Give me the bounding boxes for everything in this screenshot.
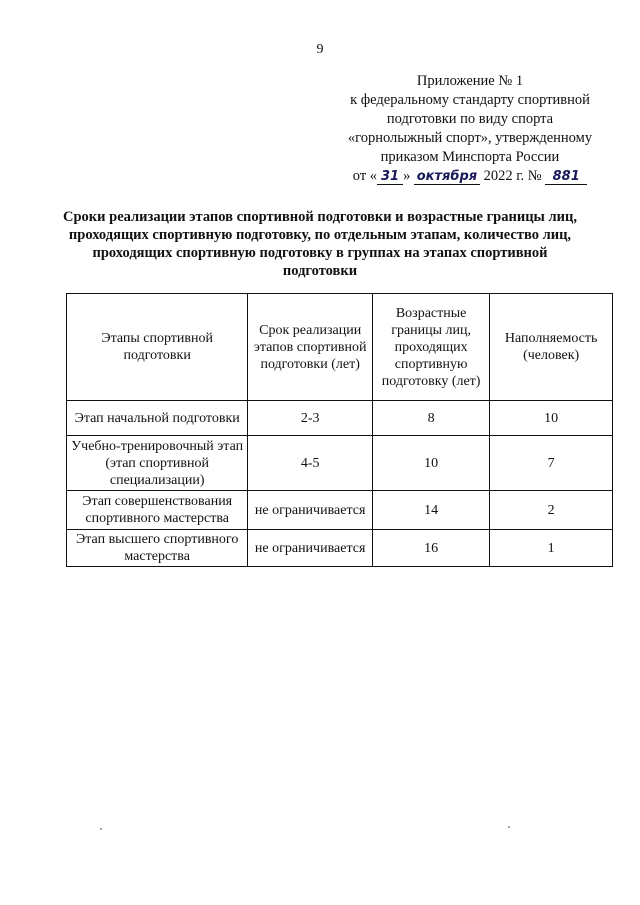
scan-artifact [100,828,102,830]
handwritten-order-number: 881 [545,169,587,185]
appendix-block [330,72,610,186]
table-row [67,401,613,436]
cell-duration: не ограничивается [248,491,373,530]
page-number: 9 [316,42,324,57]
cell-capacity: 1 [490,530,613,567]
table-row [67,436,613,491]
date-prefix: от « [352,168,378,184]
appendix-line-1: Приложение № 1 [416,73,524,89]
cell-age: 10 [372,436,489,491]
cell-duration: 4-5 [248,436,373,491]
appendix-line-3: подготовки по виду спорта [386,111,554,127]
appendix-date-line [330,167,610,186]
document-title: Сроки реализации этапов спортивной подготовки и возрастные границы лиц, проходящих спортивную подготовку, по отдельным этапам, количество лиц, проходящих спортивную подготовку в группах на этапах спортивной подготовки [63,209,577,279]
cell-age: 8 [372,401,489,436]
appendix-line-4: «горнолыжный спорт», утвержденному [347,130,593,146]
header-capacity: Наполняемость (человек) [490,294,613,401]
table-header-row [67,294,613,401]
cell-stage: Этап совершенствования спортивного мастерства [67,491,248,530]
cell-capacity: 10 [490,401,613,436]
cell-stage: Этап начальной подготовки [67,401,248,436]
cell-stage: Учебно-тренировочный этап (этап спортивной специализации) [67,436,248,491]
cell-stage: Этап высшего спортивного мастерства [67,530,248,567]
scan-artifact [508,826,510,828]
header-stage: Этапы спортивной подготовки [67,294,248,401]
stages-table [66,293,613,567]
cell-duration: не ограничивается [248,530,373,567]
cell-age: 16 [372,530,489,567]
header-duration: Срок реализации этапов спортивной подготовки (лет) [248,294,373,401]
appendix-line-5: приказом Минспорта России [380,149,560,165]
table-row [67,491,613,530]
appendix-line-2: к федеральному стандарту спортивной [350,92,590,108]
cell-age: 14 [372,491,489,530]
cell-capacity: 7 [490,436,613,491]
handwritten-day: 31 [377,169,403,185]
table-row [67,530,613,567]
header-age: Возрастные границы лиц, проходящих спортивную подготовку (лет) [372,294,489,401]
cell-duration: 2-3 [248,401,373,436]
handwritten-month: октября [414,169,480,185]
year-suffix: 2022 г. № [483,168,542,184]
cell-capacity: 2 [490,491,613,530]
date-mid: » [403,168,411,184]
